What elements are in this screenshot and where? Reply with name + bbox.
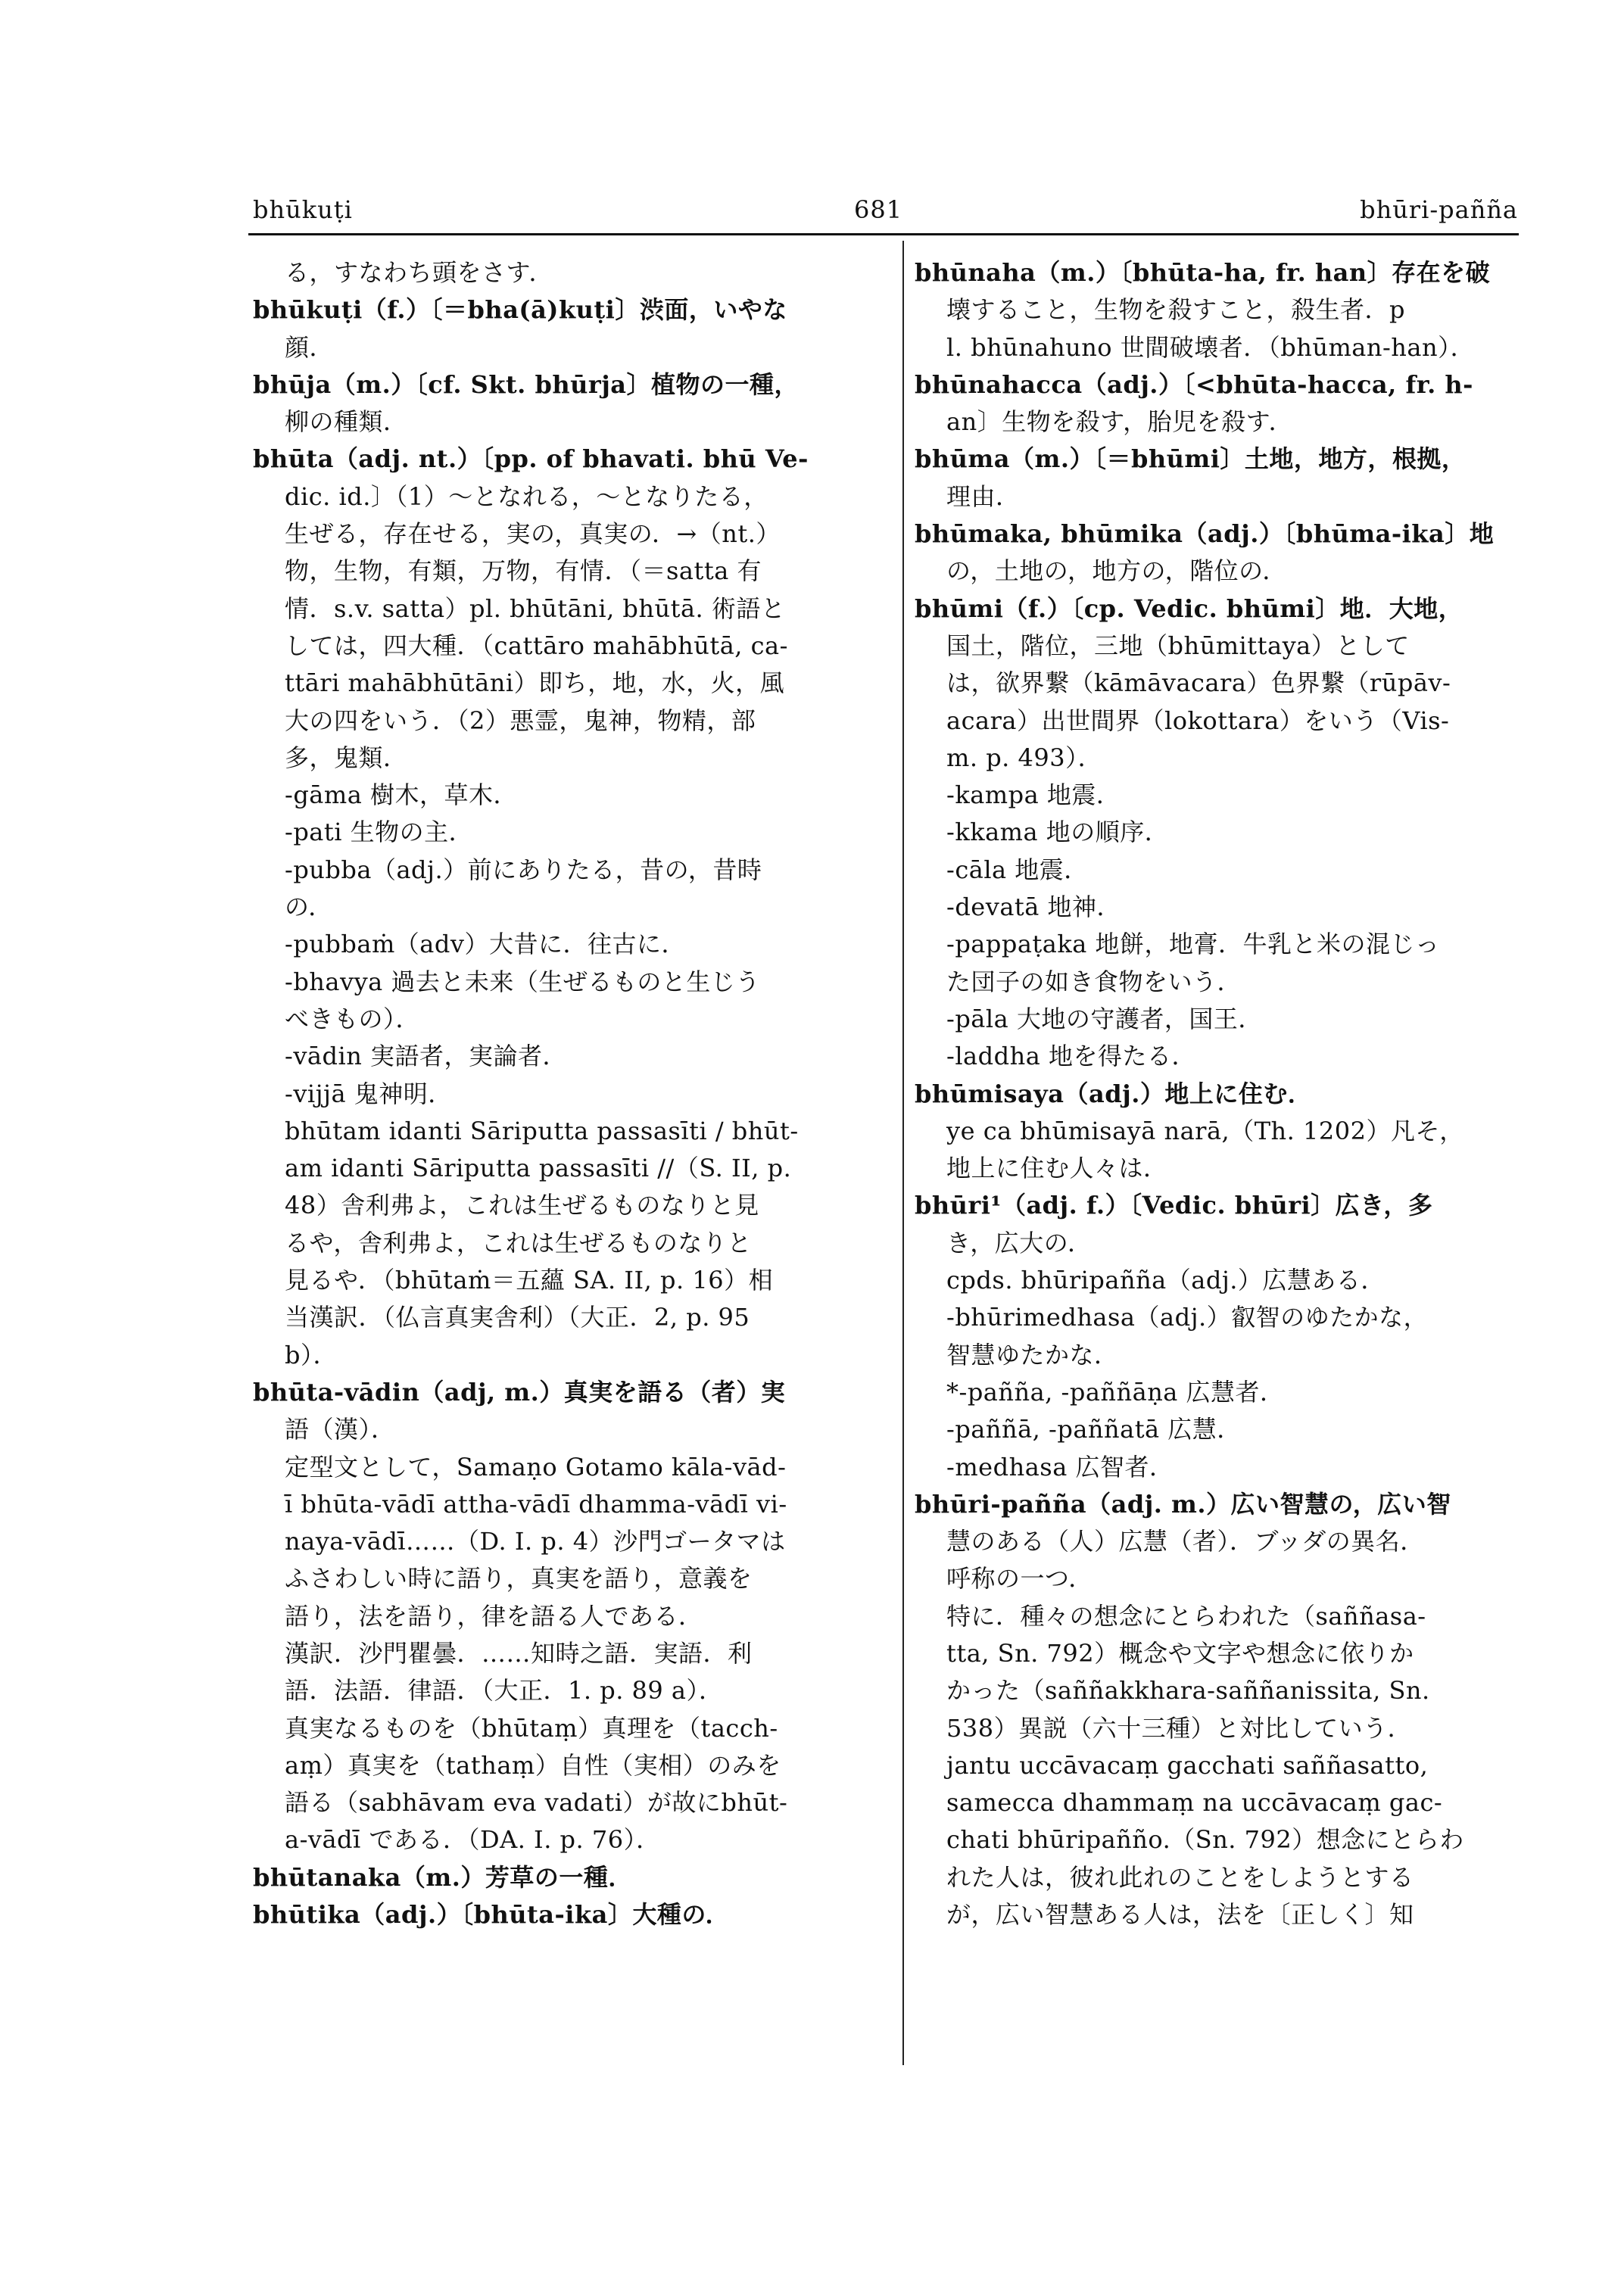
entry-text-line: -bhūrimedhasa（adj.）叡智のゆたかな，	[946, 1303, 1429, 1332]
entry-text-line: れた人は，彼れ此れのことをしようとする	[946, 1862, 1414, 1892]
entry-text-line: 538）異説（六十三種）と対比していう．	[946, 1713, 1413, 1743]
entry-text-line: -pati 生物の主．	[285, 818, 474, 847]
entry-headword-line: bhūta（adj. nt.）〔pp. of bhavati. bhū Ve-	[253, 444, 809, 474]
entry-text-line: jantu uccāvacaṃ gacchati saññasatto,	[946, 1750, 1429, 1780]
entry-text-line: が，広い智慧ある人は，法を〔正しく〕知	[946, 1900, 1414, 1930]
entry-text-line: ttāri mahābhūtāni）即ち，地，水，火，風	[285, 668, 785, 698]
right-column	[915, 254, 1519, 1933]
entry-text-line: -pubbaṁ（adv）大昔に．往古に．	[285, 930, 686, 959]
entry-text-line: しては，四大種．（cattāro mahābhūtā, ca-	[285, 631, 788, 660]
entry-headword-line: bhūma（m.）〔＝bhūmi〕土地，地方，根拠，	[915, 444, 1467, 474]
left-column	[253, 254, 872, 1933]
entry-headword-line: bhūmisaya（adj.）地上に住む．	[915, 1079, 1313, 1108]
column-divider	[902, 241, 904, 2065]
entry-text-line: 当漢訳．（仏言真実舎利）（大正．2, p. 95	[285, 1303, 750, 1332]
entry-text-line: 慧のある（人）広慧（者）．ブッダの異名．	[946, 1527, 1425, 1556]
entry-text-line: -medhasa 広智者．	[946, 1452, 1174, 1481]
entry-text-line: 壊すること，生物を殺すこと，殺生者．p	[946, 295, 1405, 325]
entry-text-line: かった（saññakkhara-saññanissita, Sn.	[946, 1676, 1430, 1706]
entry-text-line: 地上に住む人々は．	[946, 1154, 1168, 1183]
running-head-right: bhūri-pañña	[1360, 195, 1518, 224]
entry-text-line: am idanti Sāriputta passasīti //（S. II, p.	[285, 1154, 792, 1183]
entry-headword-line: bhūtanaka（m.）芳草の一種．	[253, 1862, 633, 1892]
entry-text-line: -kampa 地震．	[946, 780, 1121, 810]
entry-text-line: ī bhūta-vādī attha-vādī dhamma-vādī vi-	[285, 1489, 787, 1519]
entry-text-line: 理由．	[946, 481, 1021, 511]
entry-text-line: -kkama 地の順序．	[946, 818, 1170, 847]
entry-text-line: -pāla 大地の守護者，国王．	[946, 1004, 1263, 1033]
entry-headword-line: bhūta-vādin（adj, m.）真実を語る（者）実	[253, 1377, 786, 1407]
entry-text-line: samecca dhammaṃ na uccāvacaṃ gac-	[946, 1788, 1443, 1818]
entry-text-line: acara）出世間界（lokottara）をいう（Vis-	[946, 706, 1450, 735]
entry-text-line: m. p. 493）．	[946, 743, 1103, 772]
entry-headword-line: bhūkuṭi（f.）〔＝bha(ā)kuṭi〕渋面，いやな	[253, 295, 787, 325]
entry-text-line: は，欲界繋（kāmāvacara）色界繋（rūpāv-	[946, 668, 1451, 698]
entry-text-line: b）．	[285, 1340, 338, 1369]
entry-text-line: 生ぜる，存在せる，実の，真実の．→（nt.）	[285, 519, 781, 549]
entry-text-line: 見るや．（bhūtaṁ＝五蘊 SA. II, p. 16）相	[285, 1266, 774, 1295]
entry-text-line: ふさわしい時に語り，真実を語り，意義を	[285, 1564, 753, 1594]
entry-text-line: aṃ）真実を（tathaṃ）自性（実相）のみを	[285, 1750, 781, 1780]
entry-text-line: bhūtam idanti Sāriputta passasīti / bhūt-	[285, 1116, 799, 1145]
entry-text-line: 真実なるものを（bhūtaṃ）真理を（tacch-	[285, 1713, 778, 1743]
entry-text-line: -vādin 実語者，実論者．	[285, 1042, 567, 1071]
header-rule	[248, 233, 1519, 235]
entry-text-line: の．	[285, 893, 333, 922]
entry-text-line: 語り，法を語り，律を語る人である．	[285, 1601, 703, 1631]
entry-text-line: -bhavya 過去と未来（生ぜるものと生じう	[285, 967, 760, 996]
entry-text-line: 智慧ゆたかな．	[946, 1340, 1119, 1369]
entry-text-line: 顔．	[285, 332, 335, 362]
entry-text-line: 漢訳．沙門瞿曇．……知時之語．実語．利	[285, 1638, 753, 1668]
entry-text-line: 48）舎利弗よ，これは生ぜるものなりと見	[285, 1191, 759, 1220]
entry-text-line: an〕生物を殺す，胎児を殺す．	[946, 407, 1294, 437]
entry-text-line: 柳の種類．	[285, 407, 408, 437]
entry-text-line: 特に．種々の想念にとらわれた（saññasa-	[946, 1601, 1426, 1631]
entry-text-line: ye ca bhūmisayā narā,（Th. 1202）凡そ，	[946, 1116, 1464, 1145]
entry-text-line: べきもの）．	[285, 1004, 421, 1033]
entry-text-line: -gāma 樹木，草木．	[285, 780, 518, 810]
entry-text-line: *-pañña, -paññāṇa 広慧者．	[946, 1377, 1285, 1407]
entry-headword-line: bhūmaka, bhūmika（adj.）〔bhūma-ika〕地	[915, 519, 1495, 549]
entry-text-line: 大の四をいう．（2）悪霊，鬼神，物精，部	[285, 706, 756, 735]
entry-text-line: るや，舎利弗よ，これは生ぜるものなりと	[285, 1228, 752, 1257]
entry-text-line: dic. id.〕（1）～となれる，～となりたる，	[285, 481, 768, 511]
entry-text-line: 物，生物，有類，万物，有情．（＝satta 有	[285, 556, 762, 586]
entry-text-line: chati bhūripañño.（Sn. 792）想念にとらわ	[946, 1825, 1464, 1855]
entry-text-line: る，すなわち頭をさす．	[285, 258, 553, 287]
entry-text-line: き，広大の．	[946, 1228, 1093, 1257]
entry-text-line: -vijjā 鬼神明．	[285, 1079, 453, 1108]
entry-text-line: -laddha 地を得たる．	[946, 1042, 1196, 1071]
entry-text-line: -paññā, -paññatā 広慧．	[946, 1415, 1242, 1444]
entry-text-line: a-vādī である．（DA. I. p. 76）．	[285, 1825, 661, 1855]
entry-text-line: cpds. bhūripañña（adj.）広慧ある．	[946, 1266, 1386, 1295]
entry-text-line: -pappaṭaka 地餅，地膏．牛乳と米の混じっ	[946, 930, 1440, 959]
entry-text-line: の，土地の，地方の，階位の．	[946, 556, 1287, 586]
entry-headword-line: bhūmi（f.）〔cp. Vedic. bhūmi〕地．大地，	[915, 594, 1463, 623]
entry-headword-line: bhūtika（adj.）〔bhūta-ika〕大種の．	[253, 1900, 731, 1930]
entry-text-line: 定型文として，Samaṇo Gotamo kāla-vād-	[285, 1452, 787, 1481]
entry-headword-line: bhūri-pañña（adj. m.）広い智慧の，広い智	[915, 1489, 1451, 1519]
entry-headword-line: bhūnahacca（adj.）〔<bhūta-hacca, fr. h-	[915, 369, 1473, 399]
entry-text-line: 国土，階位，三地（bhūmittaya）として	[946, 631, 1410, 660]
entry-text-line: た団子の如き食物をいう．	[946, 967, 1242, 996]
running-head-left: bhūkuṭi	[253, 195, 353, 224]
entry-text-line: 語（漢）．	[285, 1415, 396, 1444]
entry-text-line: -pubba（adj.）前にありたる，昔の，昔時	[285, 855, 762, 884]
entry-text-line: -cāla 地震．	[946, 855, 1089, 884]
entry-text-line: 多，鬼類．	[285, 743, 408, 772]
entry-text-line: 情．s.v. satta）pl. bhūtāni, bhūtā. 術語と	[285, 594, 786, 623]
page-number: 681	[854, 195, 903, 224]
entry-text-line: tta, Sn. 792）概念や文字や想念に依りか	[946, 1638, 1414, 1668]
entry-text-line: l. bhūnahuno 世間破壊者．（bhūman-han）．	[946, 332, 1476, 362]
entry-text-line: 呼称の一つ．	[946, 1564, 1093, 1594]
entry-text-line: 語．法語．律語．（大正．1. p. 89 a）．	[285, 1676, 724, 1706]
entry-text-line: -devatā 地神．	[946, 893, 1122, 922]
entry-text-line: naya-vādī……（D. I. p. 4）沙門ゴータマは	[285, 1527, 786, 1556]
entry-headword-line: bhūri¹（adj. f.）〔Vedic. bhūri〕広き，多	[915, 1191, 1433, 1220]
entry-headword-line: bhūja（m.）〔cf. Skt. bhūrja〕植物の一種，	[253, 369, 800, 399]
entry-headword-line: bhūnaha（m.）〔bhūta-ha, fr. han〕存在を破	[915, 258, 1491, 287]
entry-text-line: 語る（sabhāvam eva vadati）が故にbhūt-	[285, 1788, 788, 1818]
